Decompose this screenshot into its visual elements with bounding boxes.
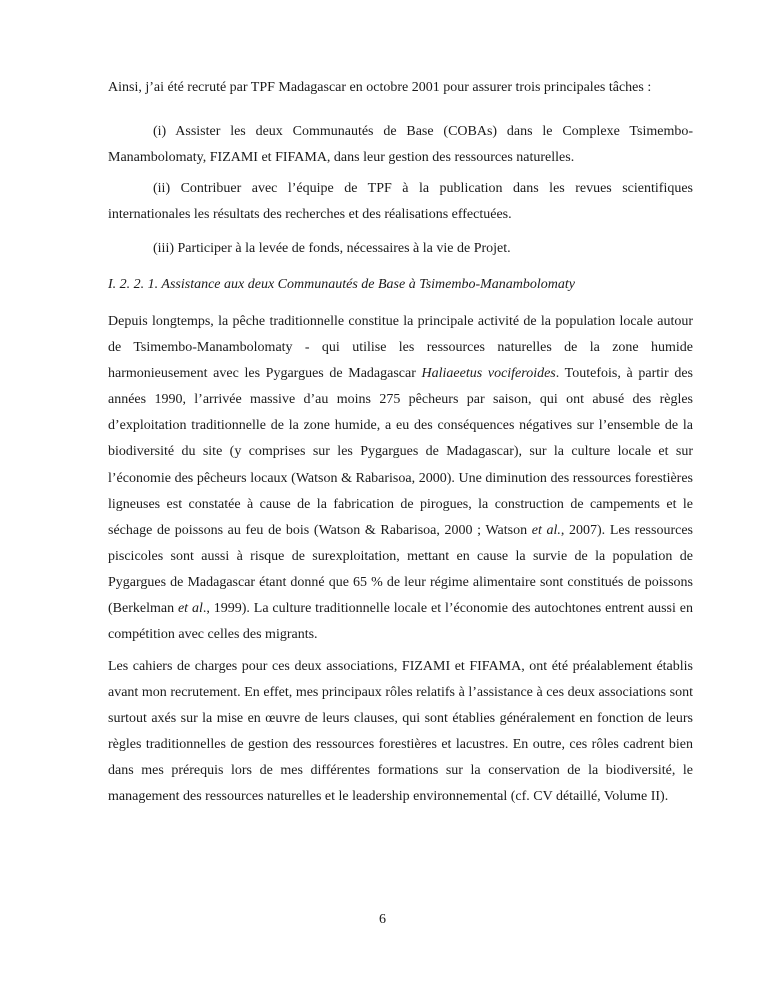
task-item-1: (i) Assister les deux Communautés de Base (COBAs) dans le Complexe Tsimembo-Manambolomaty, FIZAMI et FIFAMA, dans leur gestion des ressources naturelles.: [108, 124, 693, 165]
task-item-3: [108, 241, 693, 257]
body-paragraph-2: Les cahiers de charges pour ces deux associations, FIZAMI et FIFAMA, ont été préalablement établis avant mon recrutement. En effet, mes principaux rôles relatifs à l’assistance à ces deux associations sont surtout axés sur la mise en œuvre de leurs clauses, qui sont établies généralement en fonction de leurs règles traditionnelles de gestion des ressources forestières et lacustres. En outre, ces rôles cadrent bien dans mes prérequis lors de mes différentes formations sur la conservation de la biodiversité, le management des ressources naturelles et le leadership environnemental (cf. CV détaillé, Volume II).: [108, 659, 693, 804]
task-item-2: (ii) Contribuer avec l’équipe de TPF à la publication dans les revues scientifiques internationales les résultats des recherches et des réalisations effectuées.: [108, 181, 693, 222]
page-number: 6: [379, 912, 386, 927]
species-name: Haliaeetus vociferoides: [421, 366, 556, 382]
section-heading: I. 2. 2. 1. Assistance aux deux Communautés de Base à Tsimembo-Manambolomaty: [108, 277, 576, 292]
paragraph-1-text-c: , 2007). Les ressources piscicoles sont aussi à risque de surexploitation, mettant en cause la survie de la population de Pygargues de Madagascar étant donné que 65 % de leur régime alimentaire sont constitués de poissons (Berkelman: [108, 522, 693, 617]
body-paragraph-1: [108, 309, 693, 648]
intro-line: Ainsi, j’ai été recruté par TPF Madagascar en octobre 2001 pour assurer trois principales tâches :: [108, 80, 652, 95]
et-al-citation-1: et al.: [531, 522, 561, 538]
paragraph-1-text-d: ., 1999). La culture traditionnelle locale et l’économie des autochtones entrent aussi en compétition avec celles des migrants.: [108, 601, 693, 643]
task-item-3-text: (iii) Participer à la levée de fonds, nécessaires à la vie de Projet.: [153, 241, 511, 256]
et-al-citation-2: et al: [177, 601, 203, 617]
paragraph-1-text-a: Depuis longtemps, la pêche traditionnelle constitue la principale activité de la population locale autour de Tsimembo-Manambolomaty - qui utilise les ressources naturelles de la zone humide harmonieusement avec les Pygargues de Madagascar: [108, 314, 693, 382]
paragraph-1-text-b: . Toutefois, à partir des années 1990, l’arrivée massive d’au moins 275 pêcheurs par saison, qui ont abusé des règles d’exploitation traditionnelle de la zone humide, a eu des conséquences négatives sur l’ensemble de la biodiversité du site (y comprises sur les Pygargues de Madagascar), sur la culture locale et sur l’économie des pêcheurs locaux (Watson & Rabarisoa, 2000). Une diminution des ressources forestières ligneuses est constatée à cause de la fabrication de pirogues, la construction de campements et le séchage de poissons au feu de bois (Watson & Rabarisoa, 2000 ; Watson: [108, 366, 693, 538]
